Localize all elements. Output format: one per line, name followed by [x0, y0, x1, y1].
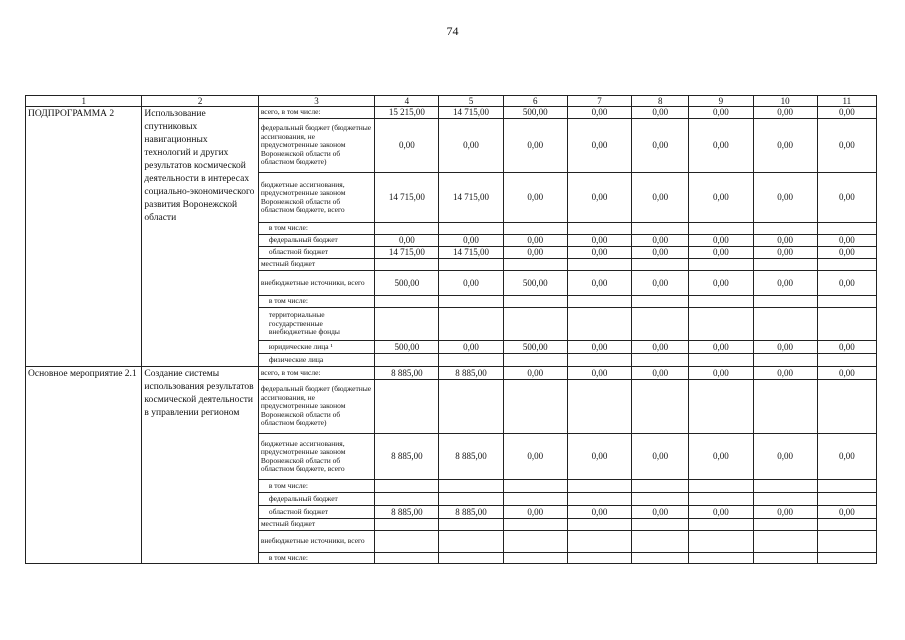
amount-cell	[817, 308, 876, 341]
amount-cell: 0,00	[689, 367, 753, 380]
amount-cell: 0,00	[817, 247, 876, 259]
amount-cell: 0,00	[503, 367, 567, 380]
funding-source: физические лица	[258, 354, 374, 367]
amount-cell	[439, 519, 503, 531]
column-number: 5	[439, 96, 503, 107]
amount-cell	[567, 380, 631, 434]
amount-cell: 0,00	[817, 506, 876, 519]
amount-cell: 0,00	[689, 173, 753, 223]
amount-cell	[503, 223, 567, 235]
amount-cell	[753, 519, 817, 531]
amount-cell	[632, 480, 689, 493]
amount-cell	[689, 553, 753, 564]
amount-cell	[817, 259, 876, 271]
amount-cell: 0,00	[567, 119, 631, 173]
amount-cell: 14 715,00	[375, 247, 439, 259]
amount-cell	[503, 519, 567, 531]
amount-cell	[817, 531, 876, 553]
amount-cell	[375, 531, 439, 553]
amount-cell	[817, 223, 876, 235]
program-name: Использование спутниковых навигационных технологий и других результатов космической деятельности в интересах социально-экономического развития Воронежской области	[142, 107, 258, 367]
amount-cell	[817, 493, 876, 506]
funding-source: местный бюджет	[258, 519, 374, 531]
amount-cell	[375, 553, 439, 564]
amount-cell: 8 885,00	[375, 434, 439, 480]
amount-cell: 0,00	[817, 173, 876, 223]
column-number: 4	[375, 96, 439, 107]
funding-source: бюджетные ассигнования, предусмотренные законом Воронежской области об областном бюджете, всего	[258, 173, 374, 223]
amount-cell	[375, 308, 439, 341]
amount-cell	[753, 553, 817, 564]
funding-source: федеральный бюджет	[258, 493, 374, 506]
amount-cell: 0,00	[632, 506, 689, 519]
amount-cell	[632, 223, 689, 235]
column-number-row	[26, 96, 877, 107]
funding-source: федеральный бюджет (бюджетные ассигнования, не предусмотренные законом Воронежской области об областном бюджете)	[258, 380, 374, 434]
column-number: 6	[503, 96, 567, 107]
amount-cell	[439, 480, 503, 493]
amount-cell	[632, 531, 689, 553]
program-code: ПОДПРОГРАММА 2	[26, 107, 142, 367]
amount-cell: 0,00	[689, 247, 753, 259]
amount-cell: 0,00	[567, 235, 631, 247]
amount-cell: 0,00	[689, 341, 753, 354]
amount-cell: 0,00	[632, 434, 689, 480]
amount-cell: 0,00	[375, 119, 439, 173]
amount-cell	[689, 531, 753, 553]
amount-cell: 0,00	[753, 271, 817, 296]
amount-cell: 0,00	[567, 506, 631, 519]
amount-cell: 0,00	[503, 434, 567, 480]
amount-cell	[375, 480, 439, 493]
amount-cell: 0,00	[817, 367, 876, 380]
amount-cell	[439, 259, 503, 271]
amount-cell	[503, 553, 567, 564]
amount-cell	[689, 480, 753, 493]
amount-cell: 8 885,00	[439, 506, 503, 519]
funding-source: всего, в том числе:	[258, 367, 374, 380]
column-number: 2	[142, 96, 258, 107]
amount-cell: 0,00	[567, 173, 631, 223]
amount-cell: 0,00	[632, 341, 689, 354]
funding-source: в том числе:	[258, 553, 374, 564]
amount-cell: 0,00	[632, 107, 689, 119]
amount-cell: 0,00	[567, 367, 631, 380]
amount-cell	[567, 493, 631, 506]
amount-cell	[632, 380, 689, 434]
amount-cell: 0,00	[753, 367, 817, 380]
amount-cell: 0,00	[439, 235, 503, 247]
amount-cell: 0,00	[817, 119, 876, 173]
amount-cell: 0,00	[689, 506, 753, 519]
amount-cell: 500,00	[503, 271, 567, 296]
amount-cell	[753, 296, 817, 308]
amount-cell	[503, 493, 567, 506]
amount-cell	[632, 308, 689, 341]
funding-source: местный бюджет	[258, 259, 374, 271]
funding-source: территориальные государственные внебюджетные фонды	[258, 308, 374, 341]
amount-cell	[567, 519, 631, 531]
amount-cell: 8 885,00	[375, 367, 439, 380]
column-number: 1	[26, 96, 142, 107]
column-number: 11	[817, 96, 876, 107]
amount-cell	[439, 296, 503, 308]
amount-cell	[632, 553, 689, 564]
column-number: 3	[258, 96, 374, 107]
amount-cell: 0,00	[689, 107, 753, 119]
amount-cell	[689, 223, 753, 235]
amount-cell: 0,00	[567, 247, 631, 259]
program-code: Основное мероприятие 2.1	[26, 367, 142, 564]
amount-cell	[503, 480, 567, 493]
amount-cell: 0,00	[503, 235, 567, 247]
amount-cell: 0,00	[689, 235, 753, 247]
amount-cell: 0,00	[689, 119, 753, 173]
amount-cell	[632, 519, 689, 531]
amount-cell: 15 215,00	[375, 107, 439, 119]
amount-cell	[753, 380, 817, 434]
amount-cell: 0,00	[567, 107, 631, 119]
amount-cell	[632, 259, 689, 271]
amount-cell: 0,00	[567, 341, 631, 354]
amount-cell	[439, 553, 503, 564]
amount-cell: 500,00	[375, 271, 439, 296]
amount-cell: 0,00	[439, 341, 503, 354]
amount-cell	[503, 380, 567, 434]
amount-cell	[567, 553, 631, 564]
funding-source: бюджетные ассигнования, предусмотренные законом Воронежской области об областном бюджете, всего	[258, 434, 374, 480]
amount-cell	[503, 296, 567, 308]
amount-cell: 0,00	[503, 119, 567, 173]
column-number: 10	[753, 96, 817, 107]
amount-cell	[689, 519, 753, 531]
amount-cell: 0,00	[753, 119, 817, 173]
program-name: Создание системы использования результатов космической деятельности в управлении регионом	[142, 367, 258, 564]
amount-cell: 0,00	[632, 173, 689, 223]
amount-cell: 0,00	[439, 119, 503, 173]
funding-source: юридические лица ¹	[258, 341, 374, 354]
amount-cell: 0,00	[689, 271, 753, 296]
amount-cell	[439, 308, 503, 341]
amount-cell: 0,00	[689, 434, 753, 480]
funding-source: федеральный бюджет (бюджетные ассигнования, не предусмотренные законом Воронежской области об областном бюджете)	[258, 119, 374, 173]
amount-cell	[439, 493, 503, 506]
amount-cell	[375, 296, 439, 308]
amount-cell: 500,00	[375, 341, 439, 354]
budget-table	[25, 95, 877, 564]
amount-cell: 0,00	[632, 247, 689, 259]
amount-cell: 0,00	[817, 434, 876, 480]
table-row	[26, 367, 877, 380]
amount-cell	[753, 531, 817, 553]
amount-cell: 0,00	[817, 235, 876, 247]
amount-cell: 14 715,00	[375, 173, 439, 223]
amount-cell	[375, 259, 439, 271]
amount-cell: 0,00	[503, 506, 567, 519]
amount-cell: 8 885,00	[439, 367, 503, 380]
funding-source: областной бюджет	[258, 247, 374, 259]
amount-cell	[689, 354, 753, 367]
amount-cell	[375, 519, 439, 531]
amount-cell	[753, 308, 817, 341]
amount-cell	[503, 354, 567, 367]
amount-cell	[439, 380, 503, 434]
amount-cell	[689, 296, 753, 308]
amount-cell	[632, 296, 689, 308]
amount-cell	[753, 480, 817, 493]
amount-cell: 0,00	[567, 434, 631, 480]
column-number: 9	[689, 96, 753, 107]
amount-cell	[375, 354, 439, 367]
amount-cell: 0,00	[817, 341, 876, 354]
amount-cell	[567, 480, 631, 493]
amount-cell	[567, 354, 631, 367]
amount-cell	[567, 531, 631, 553]
amount-cell: 0,00	[632, 367, 689, 380]
amount-cell	[439, 531, 503, 553]
amount-cell: 0,00	[375, 235, 439, 247]
amount-cell	[632, 354, 689, 367]
funding-source: всего, в том числе:	[258, 107, 374, 119]
amount-cell: 0,00	[753, 247, 817, 259]
amount-cell: 14 715,00	[439, 173, 503, 223]
page-number: 74	[446, 24, 459, 38]
funding-source: в том числе:	[258, 223, 374, 235]
amount-cell: 0,00	[753, 235, 817, 247]
funding-source: федеральный бюджет	[258, 235, 374, 247]
amount-cell	[817, 480, 876, 493]
amount-cell	[753, 493, 817, 506]
amount-cell: 14 715,00	[439, 107, 503, 119]
amount-cell: 500,00	[503, 107, 567, 119]
funding-source: в том числе:	[258, 480, 374, 493]
amount-cell	[503, 308, 567, 341]
amount-cell	[817, 380, 876, 434]
table-row	[26, 107, 877, 119]
amount-cell: 14 715,00	[439, 247, 503, 259]
amount-cell: 0,00	[753, 107, 817, 119]
funding-source: областной бюджет	[258, 506, 374, 519]
amount-cell: 0,00	[632, 235, 689, 247]
amount-cell: 0,00	[817, 107, 876, 119]
amount-cell	[689, 380, 753, 434]
amount-cell: 0,00	[753, 341, 817, 354]
column-number: 8	[632, 96, 689, 107]
amount-cell: 500,00	[503, 341, 567, 354]
funding-source: в том числе:	[258, 296, 374, 308]
amount-cell	[689, 308, 753, 341]
amount-cell: 0,00	[503, 247, 567, 259]
amount-cell	[439, 223, 503, 235]
amount-cell	[567, 296, 631, 308]
amount-cell	[503, 531, 567, 553]
amount-cell	[817, 296, 876, 308]
amount-cell: 0,00	[632, 119, 689, 173]
amount-cell	[439, 354, 503, 367]
funding-source: внебюджетные источники, всего	[258, 271, 374, 296]
amount-cell	[567, 308, 631, 341]
amount-cell	[817, 519, 876, 531]
amount-cell	[817, 553, 876, 564]
amount-cell	[503, 259, 567, 271]
amount-cell	[632, 493, 689, 506]
amount-cell	[567, 259, 631, 271]
amount-cell: 0,00	[753, 506, 817, 519]
amount-cell: 8 885,00	[375, 506, 439, 519]
amount-cell: 8 885,00	[439, 434, 503, 480]
amount-cell: 0,00	[503, 173, 567, 223]
amount-cell: 0,00	[753, 434, 817, 480]
amount-cell: 0,00	[817, 271, 876, 296]
amount-cell	[567, 223, 631, 235]
amount-cell	[753, 259, 817, 271]
amount-cell	[375, 223, 439, 235]
amount-cell	[375, 380, 439, 434]
amount-cell: 0,00	[439, 271, 503, 296]
amount-cell: 0,00	[753, 173, 817, 223]
funding-source: внебюджетные источники, всего	[258, 531, 374, 553]
amount-cell	[689, 259, 753, 271]
amount-cell	[817, 354, 876, 367]
column-number: 7	[567, 96, 631, 107]
amount-cell	[375, 493, 439, 506]
amount-cell: 0,00	[632, 271, 689, 296]
amount-cell	[689, 493, 753, 506]
amount-cell	[753, 354, 817, 367]
amount-cell: 0,00	[567, 271, 631, 296]
amount-cell	[753, 223, 817, 235]
